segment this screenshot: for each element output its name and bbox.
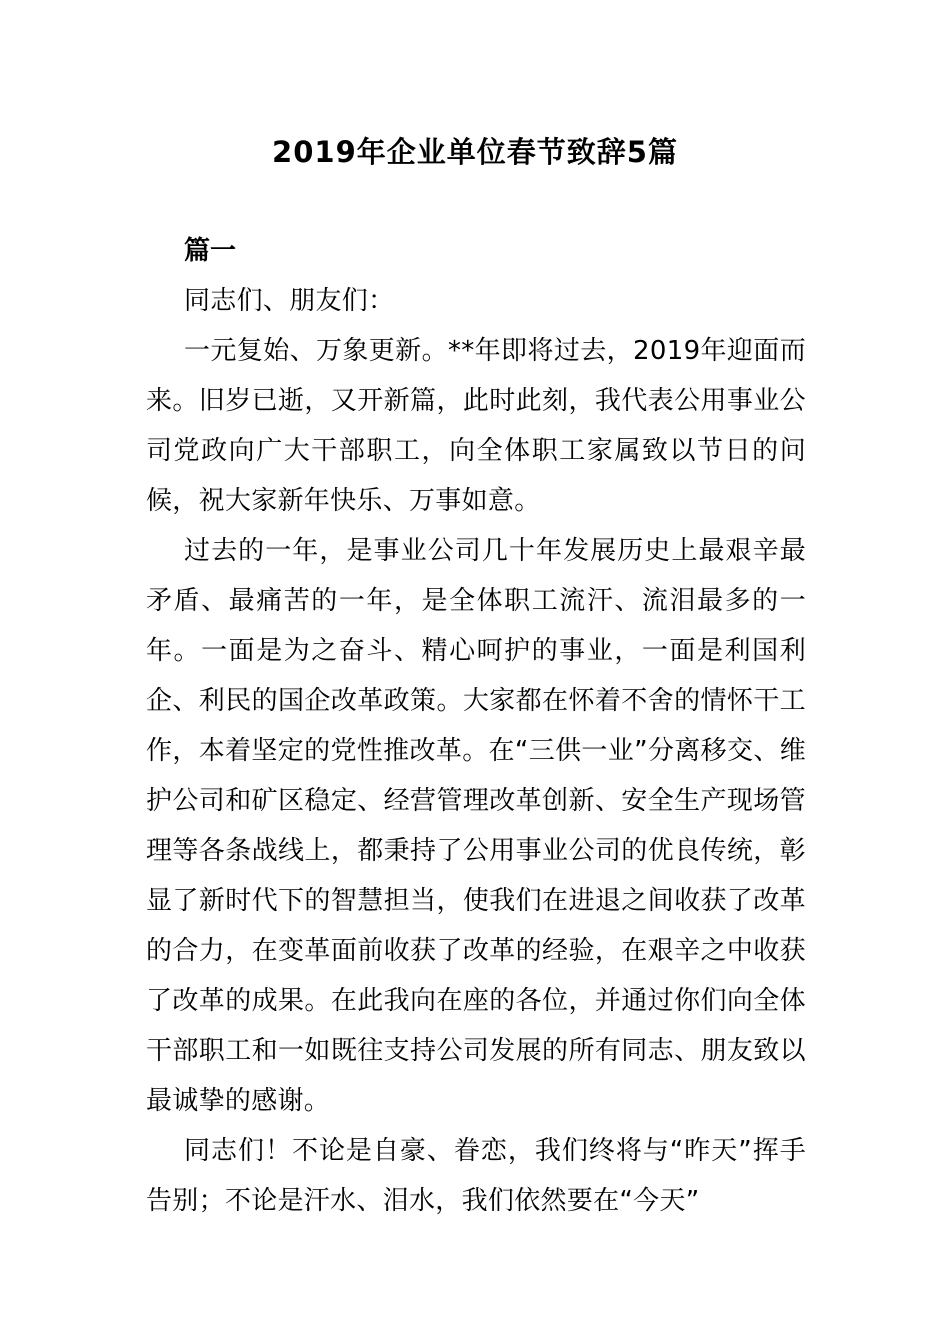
body-paragraph: 一元复始、万象更新。**年即将过去，2019年迎面而来。旧岁已逝，又开新篇，此时此刻，我代表公用事业公司党政向广大干部职工，向全体职工家属致以节日的问候，祝大家新年快乐、万事如意。 (146, 336, 806, 516)
body-paragraph: 过去的一年，是事业公司几十年发展历史上最艰辛最矛盾、最痛苦的一年，是全体职工流汗、流泪最多的一年。一面是为之奋斗、精心呵护的事业，一面是利国利企、利民的国企改革政策。大家都在怀着不舍的情怀干工作，本着坚定的党性推改革。在“三供一业”分离移交、维护公司和矿区稳定、经营管理改革创新、安全生产现场管理等各条战线上，都秉持了公用事业公司的优良传统，彰显了新时代下的智慧担当，使我们在进退之间收获了改革的合力，在变革面前收获了改革的经验，在艰辛之中收获了改革的成果。在此我向在座的各位，并通过你们向全体干部职工和一如既往支持公司发展的所有同志、朋友致以最诚挚的感谢。 (146, 536, 806, 1116)
document-title: 2019年企业单位春节致辞5篇 (272, 135, 678, 169)
section-heading: 篇一 (184, 236, 237, 266)
salutation-paragraph: 同志们、朋友们： (184, 286, 395, 316)
document-body (146, 226, 806, 1226)
body-paragraph: 同志们！不论是自豪、眷恋，我们终将与“昨天”挥手告别；不论是汗水、泪水，我们依然要在“今天” (146, 1136, 806, 1216)
